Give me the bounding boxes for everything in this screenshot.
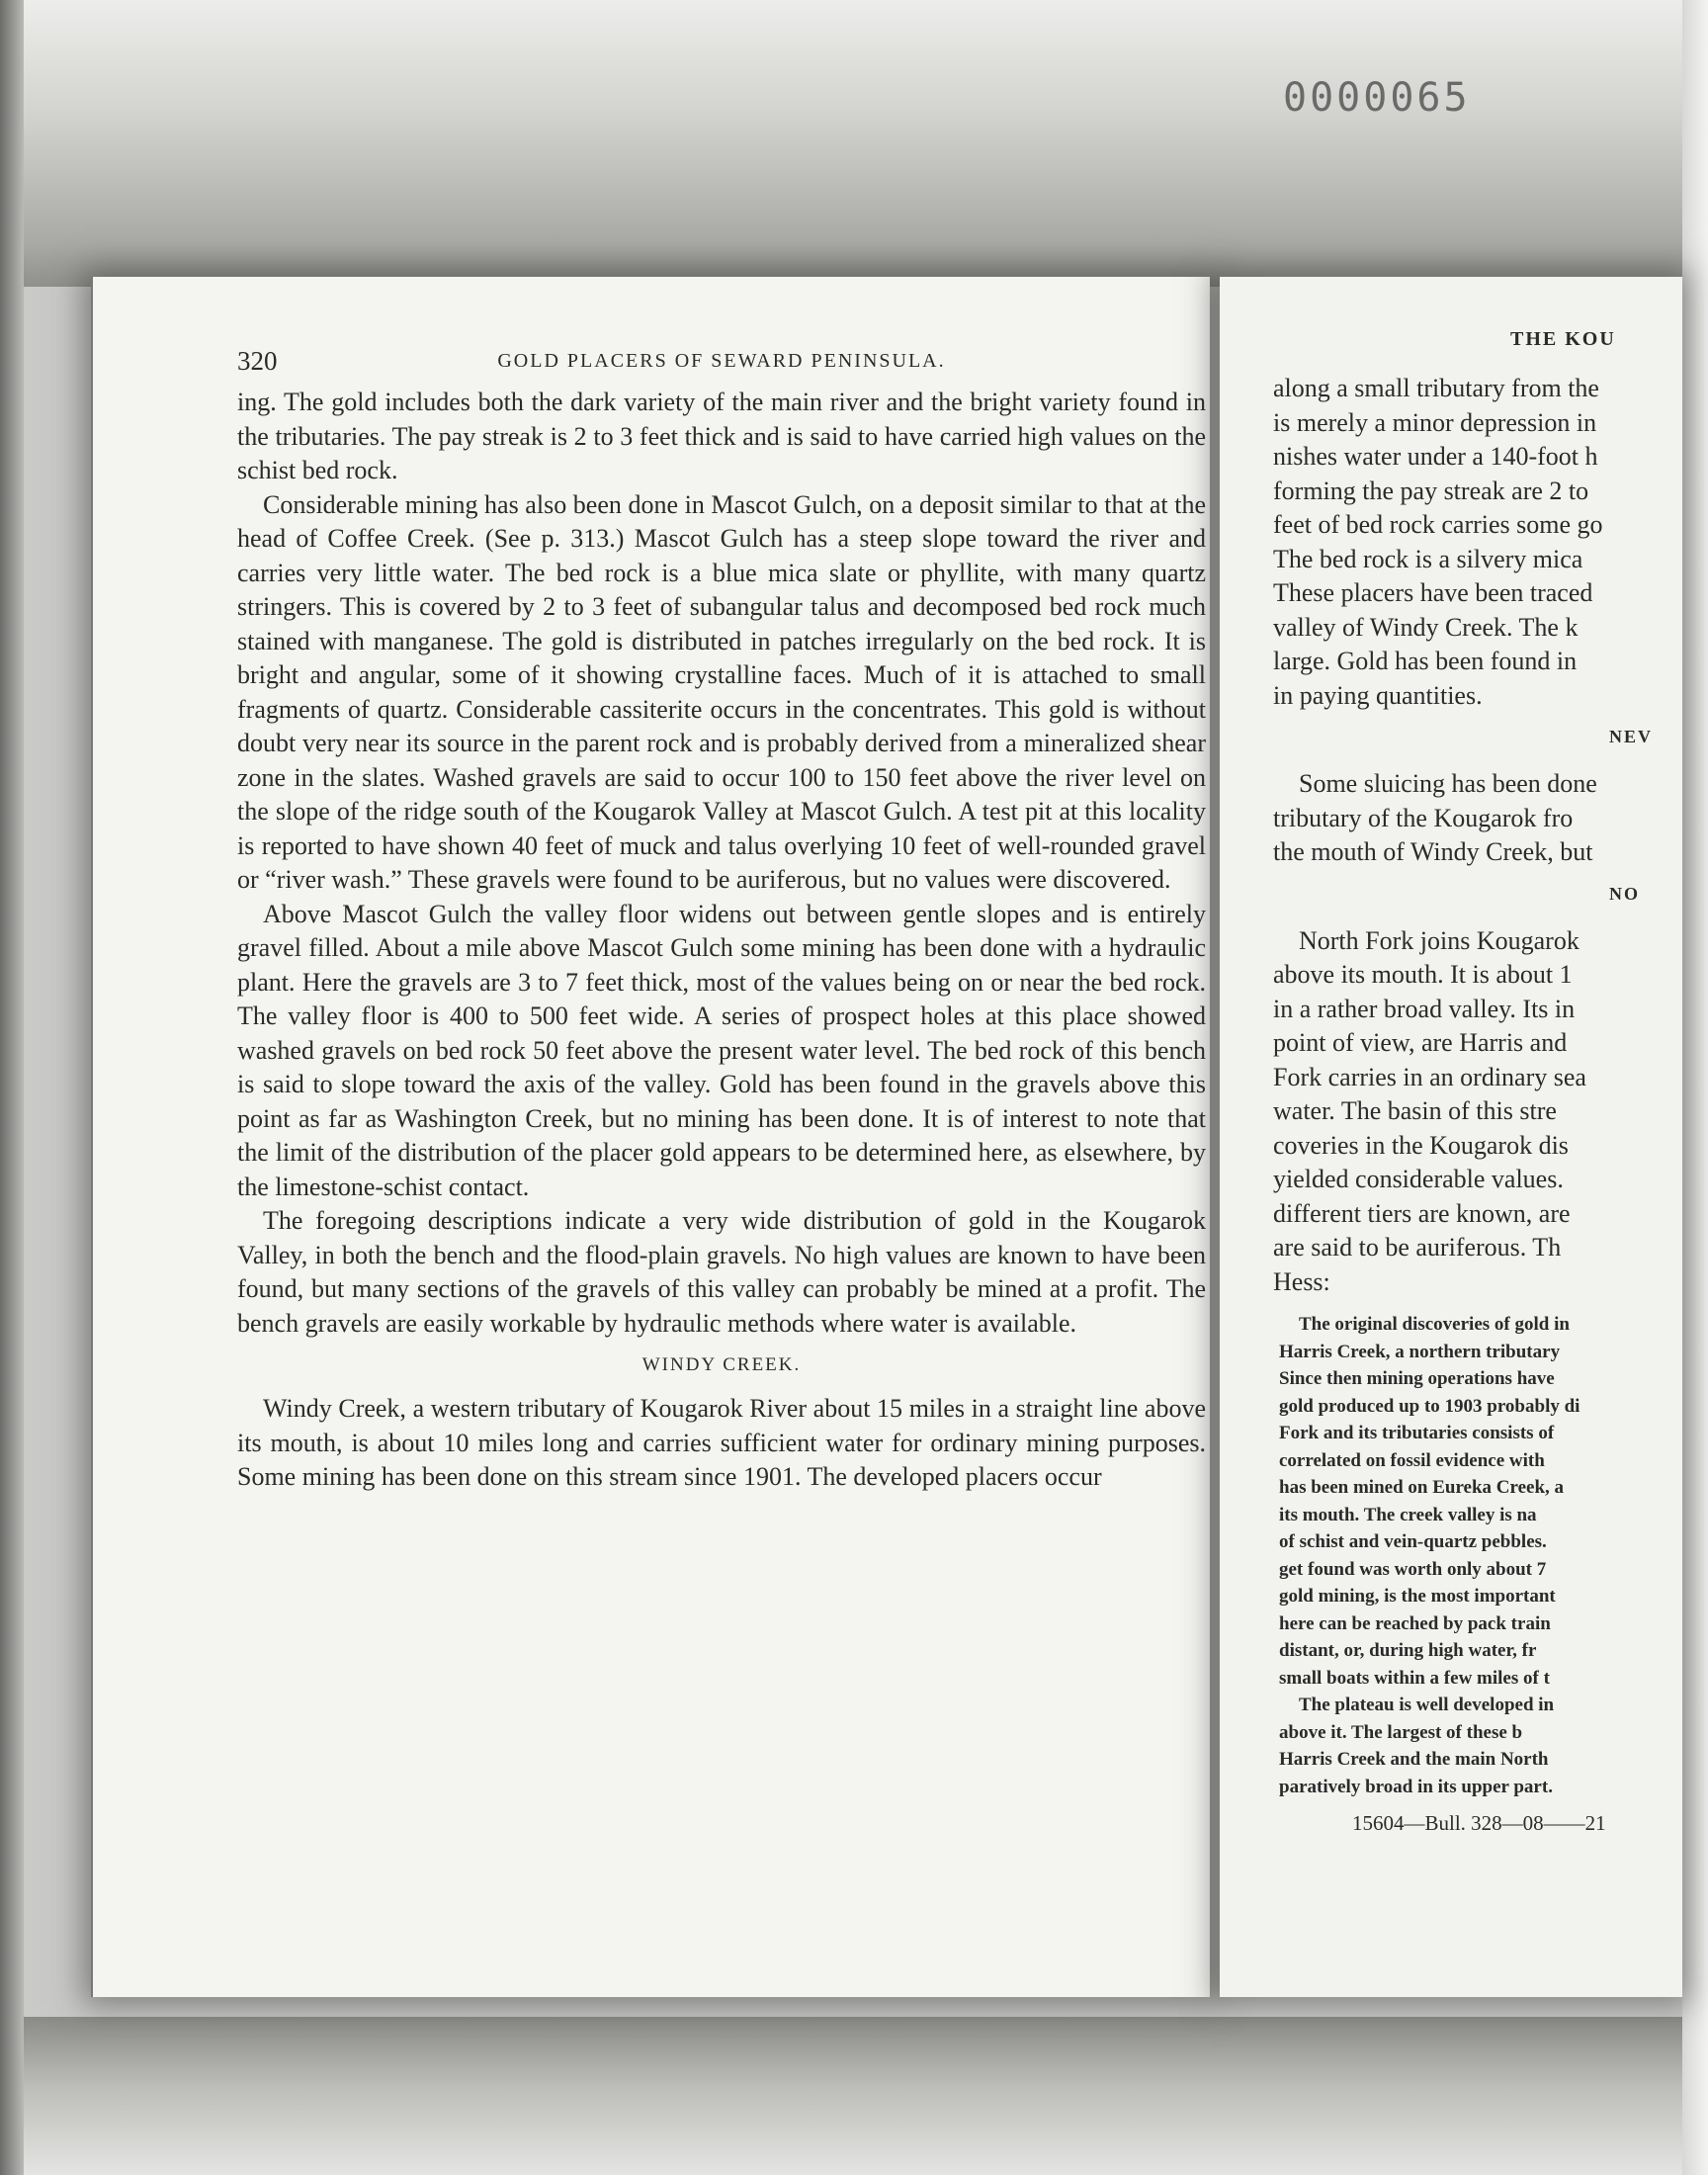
quote-line: correlated on fossil evidence with	[1279, 1449, 1545, 1471]
text-line: North Fork joins Kougarok	[1299, 925, 1580, 955]
text-line: Fork carries in an ordinary sea	[1273, 1062, 1586, 1091]
text-line: Hess:	[1273, 1266, 1330, 1296]
paragraph: ing. The gold includes both the dark variety of the main river and the bright variety found in the tributaries. The pay streak is 2 to 3 feet thick and is said to have carried high values on the schist bed rock.	[237, 388, 1206, 484]
left-page-header	[237, 346, 1206, 386]
scan-background-top	[0, 0, 1708, 287]
quote-line: The plateau is well developed in	[1299, 1695, 1555, 1715]
text-line: Some sluicing has been done	[1299, 769, 1597, 798]
text-line: in a rather broad valley. Its in	[1273, 994, 1576, 1023]
text-line: above its mouth. It is about 1	[1273, 960, 1573, 989]
quote-line: The original discoveries of gold in	[1299, 1314, 1570, 1335]
paragraph: Above Mascot Gulch the valley floor widens out between gentle slopes and is entirely gravel filled. About a mile above Mascot Gulch some mining has been done with a hydraulic plant. Here the gravels are 3 to 7 feet thick, most of the values being on or near the bed rock. The valley floor is 400 to 500 feet wide. A series of prospect holes at this place showed washed gravels on bed rock 50 feet above the present water level. The bed rock of this bench is said to slope toward the axis of the valley. Gold has been found in the gravels above this point as far as Washington Creek, but no mining has been done. It is of interest to note that the limit of the distribution of the placer gold appears to be determined here, as elsewhere, by the limestone-schist contact.	[237, 899, 1206, 1201]
text-line: in paying quantities.	[1273, 680, 1483, 710]
quote-line: its mouth. The creek valley is na	[1279, 1504, 1537, 1525]
quote-line: get found was worth only about 7	[1279, 1558, 1547, 1580]
right-page-content	[1273, 328, 1682, 1840]
paragraph: The foregoing descriptions indicate a very wide distribution of gold in the Kougarok Valley, in both the bench and the flood-plain gravels. No high values are known to have been found, but many sections of the gravels of this valley can probably be mined at a profit. The bench gravels are easily workable by hydraulic methods where water is available.	[237, 1206, 1206, 1338]
quote-line: gold produced up to 1903 probably di	[1279, 1395, 1580, 1417]
quote-line: gold mining, is the most important	[1279, 1586, 1556, 1607]
quote-line: small boats within a few miles of t	[1279, 1667, 1550, 1689]
text-line: large. Gold has been found in	[1273, 647, 1578, 675]
text-line: tributary of the Kougarok fro	[1273, 803, 1574, 832]
text-line: coveries in the Kougarok dis	[1273, 1130, 1569, 1160]
quote-line: Harris Creek and the main North	[1279, 1749, 1549, 1770]
text-line: different tiers are known, are	[1273, 1198, 1571, 1228]
left-page	[91, 277, 1210, 1997]
section-heading: NO	[1609, 883, 1640, 904]
text-line: water. The basin of this stre	[1273, 1096, 1557, 1125]
text-line: are said to be auriferous. Th	[1273, 1233, 1562, 1262]
quote-line: of schist and vein-quartz pebbles.	[1279, 1531, 1547, 1552]
left-page-content	[237, 346, 1206, 1495]
running-head: GOLD PLACERS OF SEWARD PENINSULA.	[497, 350, 946, 372]
quote-line: Harris Creek, a northern tributary	[1279, 1341, 1561, 1362]
page-number: 320	[237, 346, 278, 376]
text-line: along a small tributary from the	[1273, 374, 1599, 402]
quote-line: here can be reached by pack train	[1279, 1612, 1551, 1634]
section-heading: NEV	[1609, 727, 1654, 746]
quote-line: Fork and its tributaries consists of	[1279, 1423, 1555, 1443]
running-head: THE KOU	[1510, 328, 1616, 350]
section-heading: WINDY CREEK.	[641, 1354, 802, 1375]
text-line: These placers have been traced	[1273, 578, 1593, 607]
quote-line: distant, or, during high water, fr	[1279, 1640, 1537, 1661]
paragraph: Windy Creek, a western tributary of Kougarok River about 15 miles in a straight line above its mouth, is about 10 miles long and carries sufficient water for ordinary mining purposes. Some mining has been done on this stream since 1901. The developed placers occur	[237, 1394, 1206, 1491]
quote-line: paratively broad in its upper part.	[1279, 1776, 1553, 1797]
quote-line: above it. The largest of these b	[1279, 1721, 1523, 1743]
text-line: valley of Windy Creek. The k	[1273, 612, 1579, 642]
quote-line: Since then mining operations have	[1279, 1368, 1555, 1389]
scan-edge-right	[1682, 0, 1708, 2175]
scan-background-bottom	[0, 2017, 1708, 2175]
quote-line: has been mined on Eureka Creek, a	[1279, 1477, 1565, 1498]
text-line: nishes water under a 140-foot h	[1273, 442, 1598, 471]
page-footer: 15604—Bull. 328—08——21	[1352, 1811, 1606, 1835]
paragraph: Considerable mining has also been done in Mascot Gulch, on a deposit similar to that at the head of Coffee Creek. (See p. 313.) Mascot Gulch has a steep slope toward the river and carries very little water. The bed rock is a blue mica slate or phyllite, with many quartz stringers. This is covered by 2 to 3 feet of subangular talus and decomposed bed rock much stained with manganese. The gold is distributed in patches irregularly on the bed rock. It is bright and angular, some of it showing crystalline faces. Much of it is attached to small fragments of quartz. Considerable cassiterite occurs in the concentrates. This gold is without doubt very near its source in the parent rock and is probably derived from a mineralized shear zone in the slates. Washed gravels are said to occur 100 to 150 feet above the river level on the slope of the ridge south of the Kougarok Valley at Mascot Gulch. A test pit at this locality is reported to have shown 40 feet of muck and talus overlying 10 feet of well-rounded gravel or “river wash.” These gravels were found to be auriferous, but no values were discovered.	[237, 489, 1206, 894]
text-line: forming the pay streak are 2 to	[1273, 476, 1589, 505]
text-line: The bed rock is a silvery mica	[1273, 544, 1583, 573]
text-line: feet of bed rock carries some go	[1273, 510, 1603, 539]
right-page	[1220, 277, 1682, 1997]
text-line: point of view, are Harris and	[1273, 1028, 1568, 1057]
text-line: is merely a minor depression in	[1273, 407, 1597, 437]
scan-edge-left	[0, 0, 24, 2175]
scan-stamp-number: 0000065	[1283, 75, 1471, 121]
text-line: yielded considerable values.	[1273, 1165, 1564, 1193]
text-line: the mouth of Windy Creek, but	[1273, 837, 1593, 866]
